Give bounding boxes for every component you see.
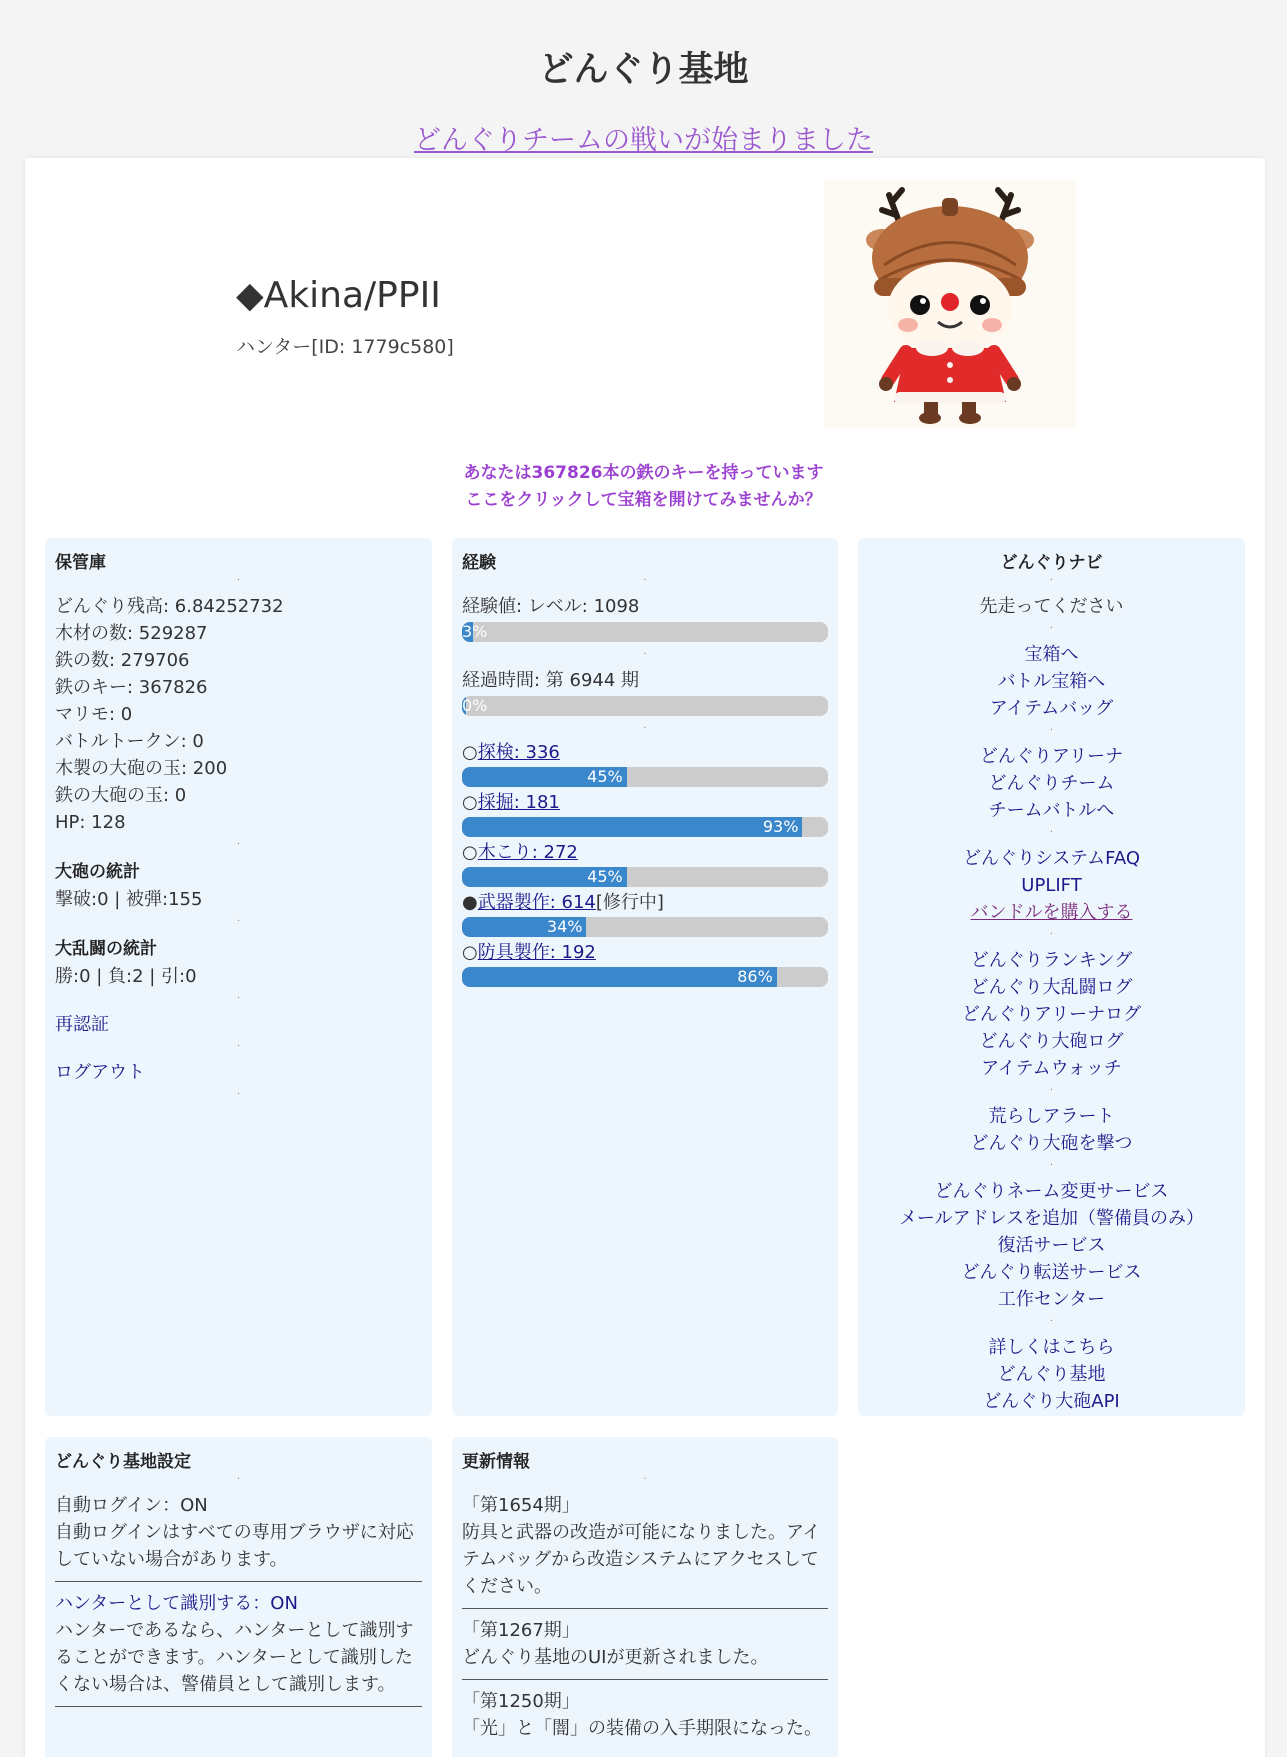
navi-title: どんぐりナビ [1000,553,1103,573]
divider-dot: . [1049,1313,1054,1324]
skill-row [462,941,828,965]
skill-progress-text: 93% [762,817,799,836]
navi-intro: 先走ってください [979,596,1124,617]
navi-link[interactable]: 荒らしアラート [988,1106,1115,1127]
key-notice-line2: ここをクリックして宝箱を開けてみませんか？ [465,490,822,510]
navi-link[interactable]: どんぐり大乱闘ログ [970,977,1133,998]
skill-progress-bar [462,817,828,837]
storage-row: 鉄のキー: 367826 [55,677,208,698]
skill-marker: ○ [462,942,478,963]
auto-login-status[interactable]: 自動ログイン：ON [55,1495,208,1516]
skill-link[interactable]: 武器製作: 614 [477,892,596,913]
skill-row [462,741,828,765]
divider-dot: . [643,646,647,657]
storage-row: バトルトークン: 0 [55,731,204,752]
news-text: 防具と武器の改造が可能になりました。アイテムバッグから改造システムにアクセスしてください。 [462,1522,821,1597]
divider-dot: . [643,1471,647,1482]
divider-dot: . [236,1086,241,1097]
buy-bundle-link[interactable]: バンドルを購入する [970,902,1133,923]
skill-row [462,891,828,915]
divider-dot: . [1049,620,1054,631]
navi-link[interactable]: 詳しくはこちら [988,1337,1115,1358]
navi-link[interactable]: メールアドレスを追加（警備員のみ） [898,1208,1205,1229]
navi-link[interactable]: 復活サービス [997,1235,1106,1256]
storage-row: 木製の大砲の玉: 200 [55,758,228,779]
logout-link[interactable]: ログアウト [55,1062,145,1083]
divider-dot: . [236,1471,241,1482]
hunter-toggle-link[interactable]: ハンターとして識別する：ON [55,1593,298,1614]
elapsed-time-label: 経過時間: 第 6944 期 [462,670,640,691]
skill-progress-fill [462,817,802,837]
navi-link[interactable]: UPLIFT [1021,875,1082,896]
skill-suffix: [修行中] [595,892,664,913]
news-period: 「第1654期」 [462,1495,580,1516]
divider-dot: . [236,572,241,583]
skill-link[interactable]: 防具製作: 192 [477,942,596,963]
divider-dot: . [1049,824,1054,835]
brawl-stats-title: 大乱闘の統計 [55,939,157,959]
key-notice-link[interactable] [0,460,1287,514]
navi-link[interactable]: アイテムウォッチ [981,1058,1122,1079]
announcement-link[interactable]: どんぐりチームの戦いが始まりました [414,125,873,156]
settings-card [45,1437,432,1757]
navi-link[interactable]: 宝箱へ [1024,644,1079,665]
site-title: どんぐり基地 [538,50,749,90]
cannon-stats-title: 大砲の統計 [55,862,140,882]
skill-progress-bar [462,767,828,787]
experience-card [452,538,838,1416]
skill-link[interactable]: 木こり: 272 [477,842,578,863]
divider-line [55,1706,422,1707]
skill-progress-text: 86% [737,967,773,986]
user-name: ◆Akina/PPII [236,275,441,316]
storage-title: 保管庫 [55,553,106,573]
navi-link[interactable]: どんぐりアリーナログ [961,1004,1142,1025]
skill-progress-text: 34% [546,917,583,936]
brawl-stats: 勝:0 | 負:2 | 引:0 [55,966,197,987]
divider-dot: . [643,572,647,583]
skill-progress-fill [462,967,777,987]
divider-dot: . [1049,722,1054,733]
reauth-link[interactable]: 再認証 [55,1014,109,1035]
skill-row [462,791,828,815]
skill-progress-text: 45% [587,767,623,786]
storage-row: HP: 128 [55,812,126,833]
navi-link[interactable]: どんぐり大砲を撃つ [970,1133,1133,1154]
skill-marker: ○ [462,742,478,763]
divider-dot: . [236,836,241,847]
hunter-note: ハンターであるなら、ハンターとして識別することができます。ハンターとして識別したくない場合は、警備員として識別します。 [55,1620,414,1695]
divider-line [462,1679,828,1680]
news-period: 「第1267期」 [462,1620,580,1641]
news-period: 「第1250期」 [462,1691,580,1712]
navi-link[interactable]: アイテムバッグ [989,698,1114,719]
navi-link[interactable]: どんぐり基地 [997,1364,1106,1385]
navi-link[interactable]: どんぐり転送サービス [961,1262,1142,1283]
settings-title: どんぐり基地設定 [55,1452,191,1472]
navi-link[interactable]: どんぐりネーム変更サービス [934,1181,1169,1202]
mascot-image [824,180,1076,428]
level-label: 経験値: レベル: 1098 [462,596,640,617]
cannon-stats: 撃破:0 | 被弾:155 [55,889,203,910]
divider-dot: . [643,720,647,731]
experience-title: 経験 [462,553,496,573]
navi-link[interactable]: バトル宝箱へ [997,671,1106,692]
navi-link[interactable]: どんぐりシステムFAQ [962,848,1141,869]
divider-dot: . [1049,926,1054,937]
divider-dot: . [236,913,241,924]
divider-dot: . [1049,1082,1054,1093]
skill-progress-bar [462,917,828,937]
divider-line [55,1581,422,1582]
skill-marker: ● [462,892,478,913]
skill-marker: ○ [462,792,478,813]
storage-row: 鉄の数: 279706 [55,650,190,671]
skill-link[interactable]: 探検: 336 [477,742,560,763]
storage-row: 鉄の大砲の玉: 0 [55,785,187,806]
navi-link[interactable]: チームバトルへ [988,800,1115,821]
news-title: 更新情報 [462,1452,530,1472]
user-id: ハンター[ID: 1779c580] [236,336,454,358]
skill-progress-text: 45% [587,867,623,886]
time-progress-bar [462,696,828,716]
skill-progress-bar [462,967,828,987]
skill-progress-bar [462,867,828,887]
divider-dot: . [1049,572,1054,583]
divider-dot: . [236,1038,241,1049]
news-text: どんぐり基地のUIが更新されました。 [462,1647,769,1668]
navi-link[interactable]: どんぐりチーム [988,773,1115,794]
skill-row [462,841,828,865]
auto-login-note: 自動ログインはすべての専用ブラウザに対応していない場合があります。 [55,1522,414,1570]
news-text: 「光」と「闇」の装備の入手期限になった。 [462,1718,822,1739]
divider-dot: . [1049,1157,1054,1168]
level-progress-text: 3% [462,622,488,641]
level-progress-bar [462,622,828,642]
time-progress-text: 0% [462,696,488,715]
skill-marker: ○ [462,842,478,863]
navi-link[interactable]: どんぐりランキング [970,950,1133,971]
news-card [452,1437,838,1757]
divider-line [462,1608,828,1609]
navi-link[interactable]: 工作センター [997,1289,1106,1310]
storage-card [45,538,432,1416]
skill-link[interactable]: 採掘: 181 [477,792,560,813]
divider-dot: . [236,990,241,1001]
key-notice-line1: あなたは367826本の鉄のキーを持っています [463,463,824,483]
storage-row: マリモ: 0 [55,704,133,725]
navi-link[interactable]: どんぐりアリーナ [979,746,1124,767]
storage-row: どんぐり残高: 6.84252732 [55,596,284,617]
navi-link[interactable]: どんぐり大砲API [983,1391,1120,1412]
storage-row: 木材の数: 529287 [55,623,208,644]
navi-card [858,538,1245,1416]
navi-link[interactable]: どんぐり大砲ログ [979,1031,1124,1052]
